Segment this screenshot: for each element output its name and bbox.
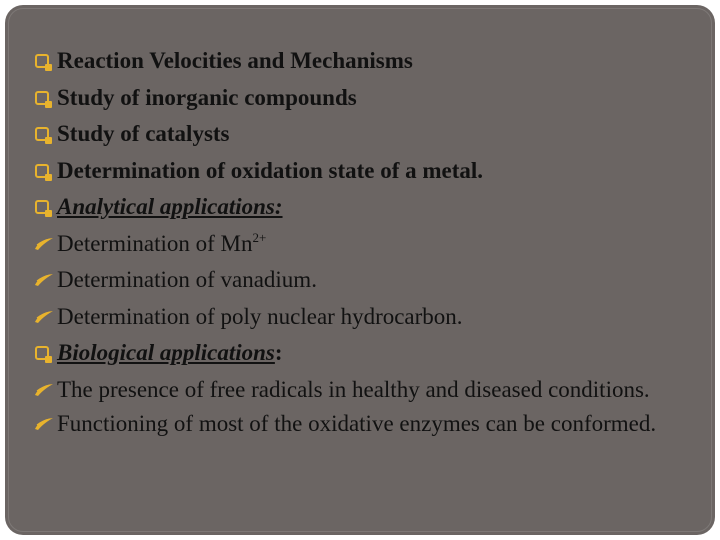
list-item (35, 262, 675, 299)
list-item (35, 226, 675, 263)
leaf-bullet-icon (34, 236, 54, 252)
section-heading-text: Biological applications (57, 340, 275, 365)
list-item-text: Functioning of most of the oxidative enzymes can be conformed. (57, 410, 657, 436)
slide (5, 5, 715, 535)
section-heading-biological (35, 335, 675, 372)
list-item-text: Determination of vanadium. (57, 267, 317, 292)
list-item (35, 80, 675, 117)
list-item-text: The presence of free radicals in healthy and diseased conditions. (57, 376, 650, 402)
slide-content (35, 43, 675, 440)
list-item-text: Study of catalysts (57, 121, 230, 146)
superscript: 2+ (252, 229, 267, 245)
list-item (35, 153, 675, 190)
square-bullet-icon (35, 91, 49, 105)
list-item-text: Determination of Mn (57, 230, 253, 256)
list-item-text: Determination of oxidation state of a metal. (57, 157, 484, 183)
list-item (35, 43, 675, 80)
list-item-text: Reaction Velocities and Mechanisms (57, 48, 413, 73)
list-item-text: Study of inorganic compounds (57, 84, 357, 110)
list-item (35, 406, 675, 440)
square-bullet-icon (35, 54, 49, 68)
list-item-text: Determination of poly nuclear hydrocarbon. (57, 303, 463, 329)
list-item (35, 299, 675, 336)
leaf-bullet-icon (34, 416, 54, 432)
square-bullet-icon (35, 164, 49, 178)
list-item (35, 116, 675, 153)
section-heading-text: Analytical applications: (57, 194, 283, 219)
section-heading-colon: : (274, 340, 283, 365)
section-heading-analytical (35, 189, 675, 226)
square-bullet-icon (35, 200, 49, 214)
leaf-bullet-icon (34, 382, 54, 398)
leaf-bullet-icon (34, 309, 54, 325)
list-item (35, 372, 675, 406)
leaf-bullet-icon (34, 272, 54, 288)
square-bullet-icon (35, 346, 49, 360)
square-bullet-icon (35, 127, 49, 141)
